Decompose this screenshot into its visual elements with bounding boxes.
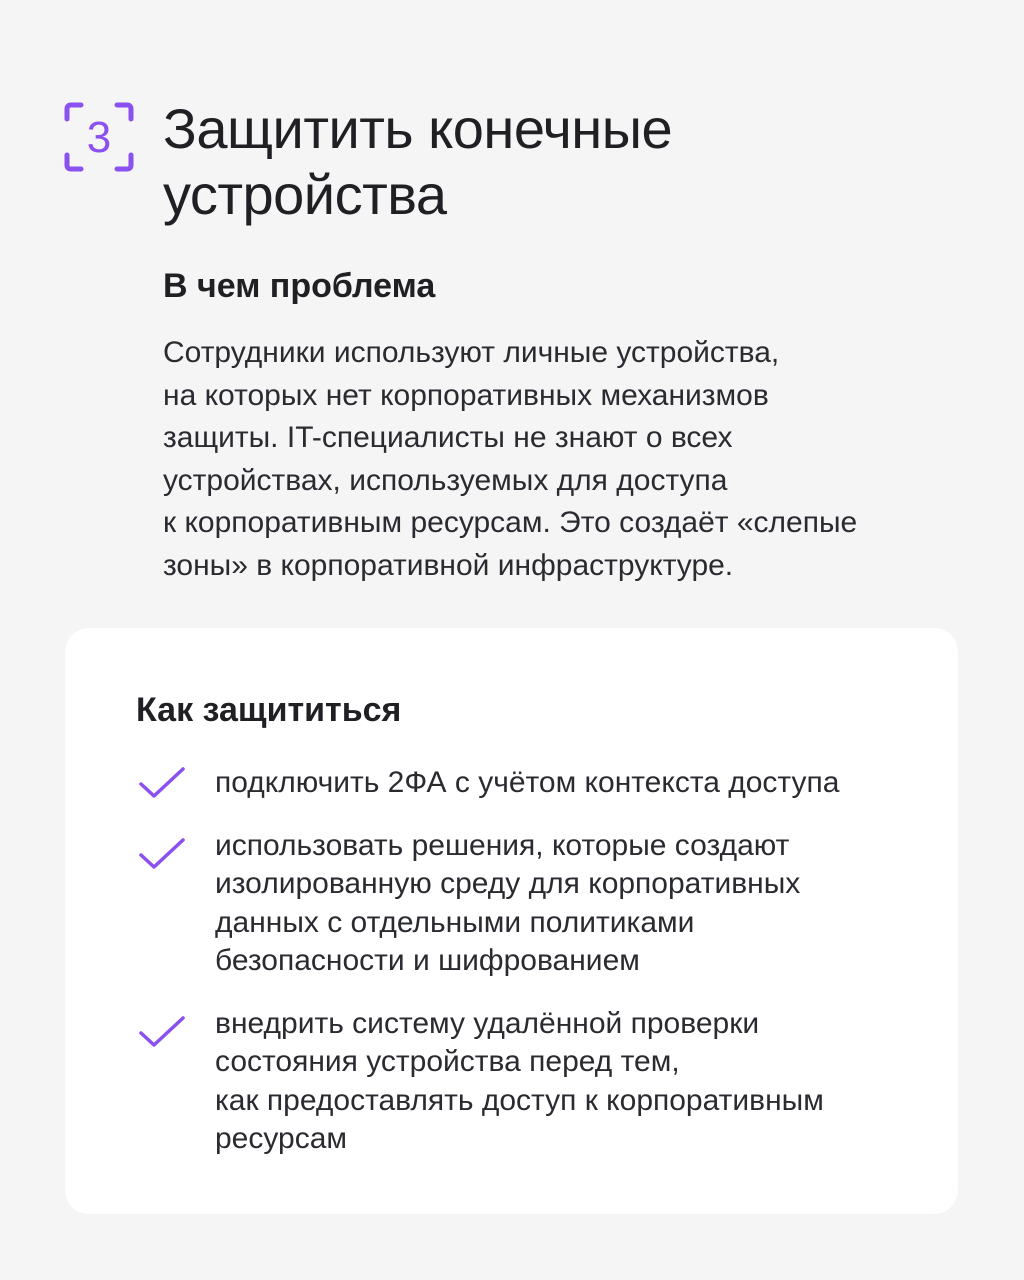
- page-title: Защитить конечные устройства: [163, 97, 673, 226]
- checklist-item-text: использовать решения, которые создают изолированную среду для корпоративных данных с отдельными политиками безопасности и шифрованием: [215, 828, 801, 977]
- problem-section: [163, 264, 983, 588]
- problem-description: Сотрудники используют личные устройства, на которых нет корпоративных механизмов защиты. IT-специалисты не знают о всех устройствах, используемых для доступа к корпоративным ресурсам. Это создаёт «слепые зоны» в корпоративной инфраструктуре.: [163, 336, 858, 582]
- problem-heading: В чем проблема: [163, 267, 436, 305]
- solution-card: [65, 628, 958, 1214]
- solution-checklist: [136, 764, 936, 1183]
- checklist-item-text: внедрить систему удалённой проверки состояния устройства перед тем, как предоставлять доступ к корпоративным ресурсам: [215, 1006, 824, 1155]
- step-number: 3: [86, 113, 112, 162]
- checkmark-icon: [138, 1015, 186, 1049]
- checkmark-icon: [138, 837, 186, 871]
- checklist-item-text: подключить 2ФА с учётом контекста доступа: [215, 766, 840, 799]
- step-number-badge: [64, 102, 134, 172]
- checklist-item: [136, 764, 936, 803]
- checklist-item: [136, 1005, 936, 1159]
- checklist-item: [136, 827, 936, 981]
- bracket-frame-icon: [64, 102, 134, 172]
- solution-heading: Как защититься: [136, 691, 402, 729]
- checkmark-icon: [138, 766, 186, 800]
